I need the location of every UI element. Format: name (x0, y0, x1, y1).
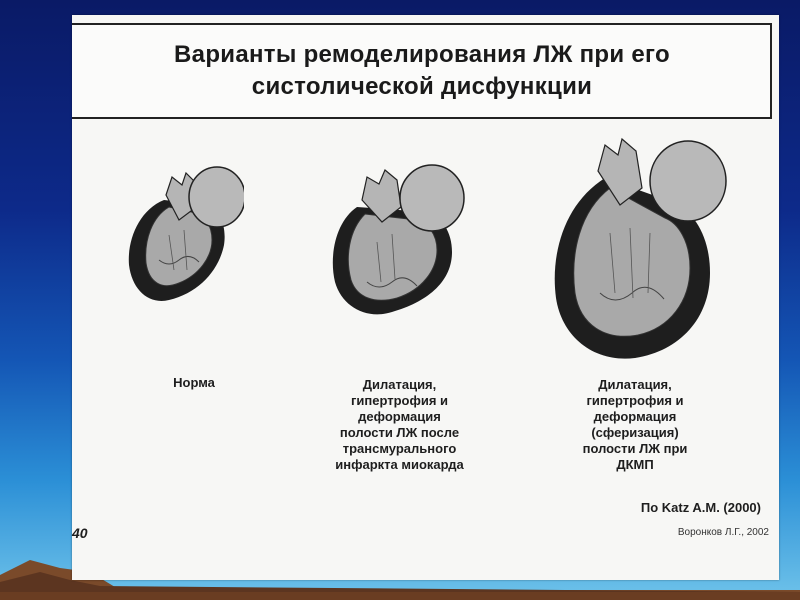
slide-content (72, 15, 779, 580)
heart-post-infarction-illustration (327, 162, 477, 322)
title-box (72, 23, 772, 119)
page-number: 40 (72, 525, 88, 541)
heart-normal-illustration (124, 165, 244, 310)
slide-title: Варианты ремоделирования ЛЖ при его систолической дисфункции (174, 41, 670, 100)
caption-post-infarction: Дилатация, гипертрофия и деформация полости ЛЖ после трансмурального инфаркта миокарда (335, 377, 464, 472)
source-citation: По Katz A.M. (2000) (640, 500, 761, 515)
author-credit: Воронков Л.Г., 2002 (677, 527, 769, 538)
heart-dcm-illustration (550, 133, 730, 373)
caption-normal: Норма (173, 375, 215, 390)
caption-dcm: Дилатация, гипертрофия и деформация (сферизация) полости ЛЖ при ДКМП (582, 377, 688, 472)
